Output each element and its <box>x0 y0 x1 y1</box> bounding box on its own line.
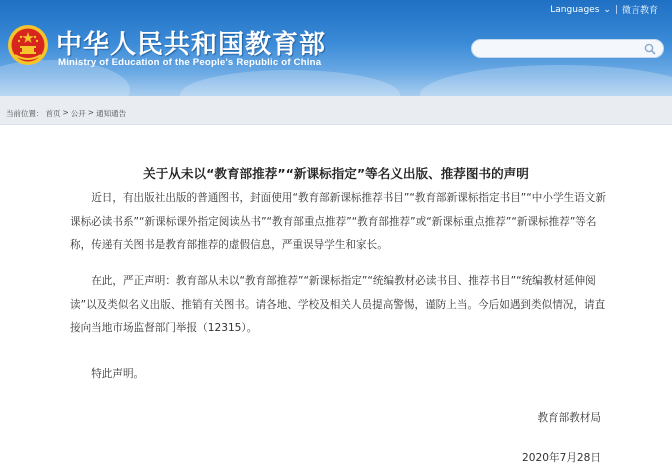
article-date: 2020年7月28日 <box>522 452 601 464</box>
languages-link[interactable]: Languages <box>550 4 600 15</box>
article-paragraph: 在此，严正声明：教育部从未以“教育部推荐”“新课标指定”“统编教材必读书目、推荐书目”“统编教材延伸阅读”以及类似名义出版、推销有关图书。请各地、学校及相关人员提高警惕，谨防上当。今后如遇到类似情况，请直接向当地市场监督部门举报（12315）。 <box>70 275 606 334</box>
article-paragraph: 近日，有出版社出版的普通图书，封面使用“教育部新课标推荐书目”“教育部新课标指定书目”“中小学生语文新课标必读书系”“新课标课外指定阅读丛书”“教育部重点推荐”“教育部推荐”或“新课标重点推荐”“新课标推荐”等名称，传递有关图书是教育部推荐的虚假信息，严重误导学生和家长。 <box>70 192 606 251</box>
article-paragraph: 特此声明。 <box>91 368 145 380</box>
breadcrumb-prefix: 当前位置： <box>6 109 44 118</box>
breadcrumb-separator: > <box>62 108 69 117</box>
search-icon[interactable] <box>644 43 656 55</box>
header-cloud-decoration <box>180 70 400 96</box>
breadcrumb <box>6 108 126 119</box>
article-title: 关于从未以“教育部推荐”“新课标指定”等名义出版、推荐图书的声明 <box>143 166 529 181</box>
weibo-link[interactable]: 微言教育 <box>621 6 658 16</box>
top-links <box>550 3 658 16</box>
breadcrumb-notices[interactable]: 通知通告 <box>96 109 127 118</box>
breadcrumb-public[interactable]: 公开 <box>70 109 86 118</box>
search-box <box>471 39 664 58</box>
site-subtitle: Ministry of Education of the People's Republic of China <box>58 57 322 68</box>
breadcrumb-separator: > <box>87 108 95 117</box>
link-separator: | <box>614 4 618 15</box>
breadcrumb-home[interactable]: 首页 <box>45 109 61 118</box>
article-panel <box>0 124 672 472</box>
search-input[interactable] <box>482 41 636 58</box>
site-header <box>0 0 672 96</box>
national-emblem-icon[interactable] <box>7 24 49 66</box>
site-title[interactable]: 中华人民共和国教育部 <box>56 30 327 60</box>
article-signer: 教育部教材局 <box>537 412 601 424</box>
chevron-down-icon[interactable]: ⌄ <box>603 4 611 15</box>
header-cloud-decoration <box>420 65 672 96</box>
